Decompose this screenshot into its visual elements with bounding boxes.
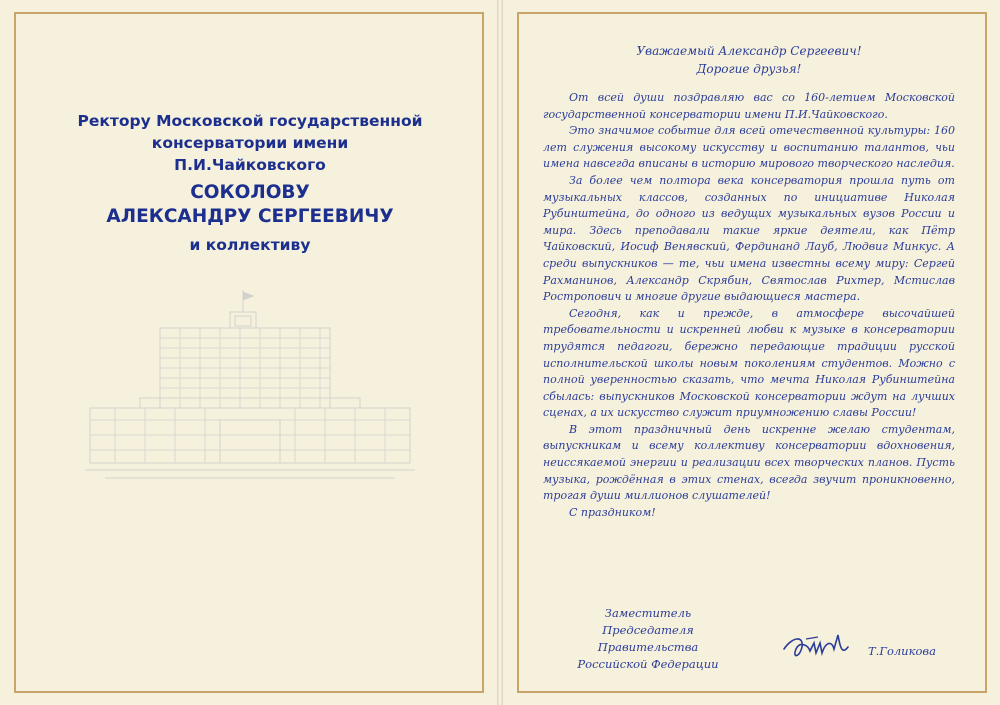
addressee-block: [60, 110, 440, 256]
paragraph-2: Это значимое событие для всей отечественной культуры: 160 лет служения высокому искусству и воспитанию талантов, чьи имена навсегда вписаны в историю мирового творческого наследия.: [543, 124, 955, 171]
signatory-title: [563, 605, 733, 673]
paragraph-4: Сегодня, как и прежде, в атмосфере высочайшей требовательности и искренней любви к музыке в консерватории трудятся педагоги, бережно передающие традиции русской исполнительской школы новым поколениям студентов. Можно с полной уверенностью сказать, что мечта Николая Рубинштейна сбылась: выпускников Московской консерватории ждут на лучших сценах, а их искусство служит приумножению славы России!: [543, 306, 955, 420]
addressee-line-1: Ректору Московской государственной: [77, 112, 423, 130]
paragraph-3: За более чем полтора века консерватория прошла путь от музыкальных классов, созданных по инициативе Николая Рубинштейна, до одного из ведущих музыкальных вузов России и мира. Здесь преподавали такие яркие деятели, как Пётр Чайковский, Иосиф Венявский, Фердинанд Лауб, Людвиг Минкус. А среди выпускников — те, чьи имена известны всему миру: Сергей Рахманинов, Александр Скрябин, Святослав Рихтер, Мстислав Ростропович и многие другие выдающиеся мастера.: [543, 173, 955, 304]
signatory-title-line-2: Председателя Правительства: [597, 623, 699, 654]
greeting-line-2: Дорогие друзья!: [696, 62, 802, 76]
addressee-surname: СОКОЛОВУ: [190, 182, 310, 203]
handwritten-signature-icon: [778, 627, 858, 667]
signatory-name: Т.Голикова: [868, 644, 936, 658]
addressee-line-2: консерватории имени: [151, 134, 349, 152]
addressee-line-4: и коллективу: [189, 236, 311, 254]
signatory-title-line-3: Российской Федерации: [577, 657, 719, 671]
left-page: [0, 0, 497, 705]
signature-block: [543, 605, 963, 671]
letter-body: [543, 42, 955, 521]
greeting-line-1: Уважаемый Александр Сергеевич!: [636, 44, 862, 58]
government-house-watermark-icon: [85, 280, 415, 485]
signatory-title-line-1: Заместитель: [604, 606, 692, 620]
closing-line: С праздником!: [569, 505, 656, 519]
addressee-full-name: АЛЕКСАНДРУ СЕРГЕЕВИЧУ: [106, 206, 394, 227]
paragraph-5: В этот праздничный день искренне желаю студентам, выпускникам и всему коллективу консерватории вдохновения, неиссякаемой энергии и реализации всех творческих планов. Пусть музыка, рождённая в этих стенах, всегда звучит проникновенно, трогая души миллионов слушателей!: [543, 422, 955, 503]
paragraph-1: От всей души поздравляю вас со 160-летием Московской государственной консерватории имени П.И.Чайковского.: [543, 91, 955, 121]
right-page: [503, 0, 1000, 705]
addressee-line-3: П.И.Чайковского: [174, 156, 326, 174]
